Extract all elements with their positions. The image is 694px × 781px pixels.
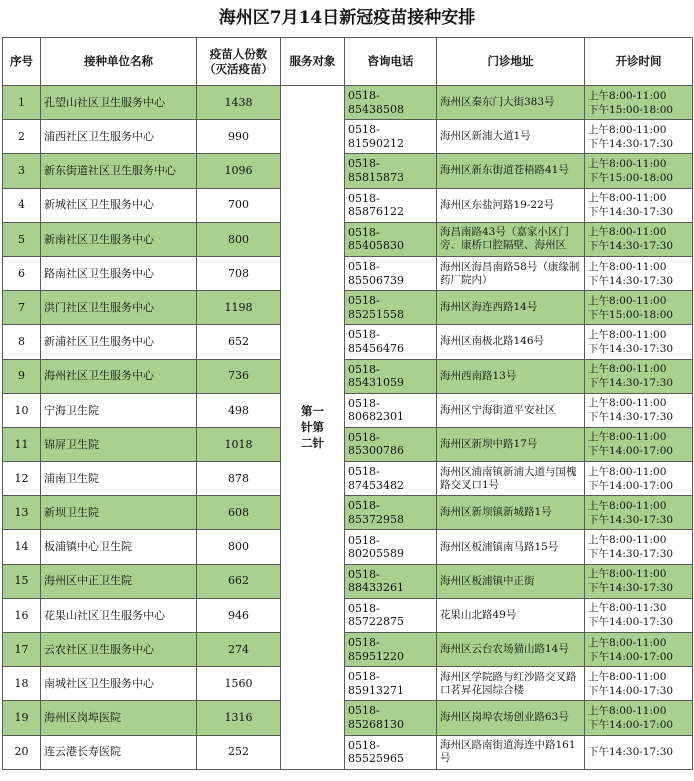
- clinic-hours: [585, 701, 693, 735]
- hours-afternoon: 下午14:30-17:30: [588, 582, 674, 595]
- phone-number: 0518-85722875: [345, 598, 437, 632]
- hours-morning: 上午8:00-11:30: [588, 602, 667, 615]
- clinic-address: 海州区海连西路14号: [437, 291, 585, 325]
- phone-number: 0518-85456476: [345, 325, 437, 359]
- unit-name: 南城社区卫生服务中心: [41, 667, 197, 701]
- dose-count: 274: [197, 633, 281, 667]
- row-number: 7: [3, 291, 41, 325]
- row-number: 2: [3, 120, 41, 154]
- clinic-hours: [585, 427, 693, 461]
- hours-afternoon: 下午14:00-17:00: [588, 445, 674, 458]
- clinic-hours: [585, 598, 693, 632]
- unit-name: 路南社区卫生服务中心: [41, 256, 197, 290]
- unit-name: 浦西社区卫生服务中心: [41, 120, 197, 154]
- page-title: 海州区7月14日新冠疫苗接种安排: [0, 0, 694, 37]
- phone-number: 0518-85300786: [345, 427, 437, 461]
- hours-afternoon: 下午14:00-17:30: [588, 616, 674, 629]
- clinic-address: 海州区新东街道苍梧路41号: [437, 154, 585, 188]
- table-row: [3, 359, 693, 393]
- phone-number: 0518-80682301: [345, 393, 437, 427]
- clinic-hours: [585, 222, 693, 256]
- header-address: 门诊地址: [437, 38, 585, 86]
- row-number: 16: [3, 598, 41, 632]
- dose-count: 700: [197, 188, 281, 222]
- unit-name: 新东街道社区卫生服务中心: [41, 154, 197, 188]
- unit-name: 海州区岗埠医院: [41, 701, 197, 735]
- hours-afternoon: 下午15:00-18:00: [588, 103, 674, 116]
- dose-count: 800: [197, 222, 281, 256]
- row-number: 11: [3, 427, 41, 461]
- header-hours: 开诊时间: [585, 38, 693, 86]
- header-service: 服务对象: [281, 38, 345, 86]
- header-doses: 疫苗人份数（灭活疫苗）: [197, 38, 281, 86]
- clinic-address: 海州西南路13号: [437, 359, 585, 393]
- table-row: [3, 154, 693, 188]
- clinic-hours: [585, 188, 693, 222]
- hours-afternoon: 下午14:30-17:30: [588, 274, 674, 287]
- header-row: [3, 38, 693, 86]
- table-row: [3, 325, 693, 359]
- clinic-address: 海州区新浦大道1号: [437, 120, 585, 154]
- clinic-address: 海州区海昌南路58号（康缘制药厂院内）: [437, 256, 585, 290]
- hours-morning: 上午8:00-11:00: [588, 294, 667, 307]
- clinic-hours: [585, 154, 693, 188]
- clinic-address: 花果山北路49号: [437, 598, 585, 632]
- clinic-address: 海州区新坝中路17号: [437, 427, 585, 461]
- table-row: [3, 86, 693, 120]
- clinic-hours: [585, 735, 693, 769]
- row-number: 13: [3, 496, 41, 530]
- phone-number: 0518-85815873: [345, 154, 437, 188]
- hours-morning: 上午8:00-11:00: [588, 192, 667, 205]
- phone-number: 0518-85913271: [345, 667, 437, 701]
- hours-afternoon: 下午14:30-17:30: [588, 240, 674, 253]
- clinic-hours: [585, 667, 693, 701]
- hours-afternoon: 下午14:30-17:30: [588, 513, 674, 526]
- dose-count: 878: [197, 462, 281, 496]
- hours-afternoon: 下午14:30-17:30: [588, 548, 674, 561]
- hours-morning: 上午8:00-11:00: [588, 465, 667, 478]
- clinic-hours: [585, 564, 693, 598]
- hours-afternoon: 下午14:30-17:30: [588, 137, 674, 150]
- row-number: 14: [3, 530, 41, 564]
- row-number: 6: [3, 256, 41, 290]
- clinic-hours: [585, 325, 693, 359]
- unit-name: 洪门社区卫生服务中心: [41, 291, 197, 325]
- clinic-hours: [585, 496, 693, 530]
- unit-name: 新浦社区卫生服务中心: [41, 325, 197, 359]
- dose-count: 652: [197, 325, 281, 359]
- clinic-address: 海州区学院路与红沙路交叉路口茗昇花园综合楼: [437, 667, 585, 701]
- dose-count: 1018: [197, 427, 281, 461]
- hours-morning: 上午8:00-11:00: [588, 260, 667, 273]
- clinic-hours: [585, 462, 693, 496]
- dose-count: 736: [197, 359, 281, 393]
- table-row: [3, 427, 693, 461]
- phone-number: 0518-87453482: [345, 462, 437, 496]
- row-number: 9: [3, 359, 41, 393]
- dose-count: 1198: [197, 291, 281, 325]
- hours-morning: 上午8:00-11:00: [588, 157, 667, 170]
- hours-afternoon: 下午14:00-17:00: [588, 718, 674, 731]
- clinic-address: 海州区路南街道海连中路161号: [437, 735, 585, 769]
- row-number: 19: [3, 701, 41, 735]
- unit-name: 锦屏卫生院: [41, 427, 197, 461]
- dose-count: 1096: [197, 154, 281, 188]
- clinic-hours: [585, 120, 693, 154]
- hours-morning: 上午8:00-11:00: [588, 636, 667, 649]
- phone-number: 0518-85438508: [345, 86, 437, 120]
- table-row: [3, 735, 693, 769]
- hours-morning: 上午8:00-11:00: [588, 431, 667, 444]
- phone-number: 0518-85525965: [345, 735, 437, 769]
- hours-afternoon: 下午14:30-17:30: [588, 411, 674, 424]
- hours-afternoon: 下午14:30-17:30: [588, 746, 674, 759]
- table-row: [3, 120, 693, 154]
- dose-count: 1438: [197, 86, 281, 120]
- phone-number: 0518-80205589: [345, 530, 437, 564]
- table-row: [3, 564, 693, 598]
- table-row: [3, 496, 693, 530]
- table-row: [3, 188, 693, 222]
- row-number: 4: [3, 188, 41, 222]
- dose-count: 1560: [197, 667, 281, 701]
- hours-morning: 上午8:00-11:00: [588, 226, 667, 239]
- table-row: [3, 256, 693, 290]
- hours-morning: 上午8:00-11:00: [588, 328, 667, 341]
- clinic-hours: [585, 393, 693, 427]
- clinic-address: 海州区新坝镇新城路1号: [437, 496, 585, 530]
- clinic-hours: [585, 256, 693, 290]
- row-number: 10: [3, 393, 41, 427]
- table-row: [3, 667, 693, 701]
- hours-morning: 上午8:00-11:00: [588, 499, 667, 512]
- unit-name: 板浦镇中心卫生院: [41, 530, 197, 564]
- row-number: 5: [3, 222, 41, 256]
- clinic-hours: [585, 291, 693, 325]
- dose-count: 990: [197, 120, 281, 154]
- phone-number: 0518-85268130: [345, 701, 437, 735]
- phone-number: 0518-85876122: [345, 188, 437, 222]
- table-row: [3, 393, 693, 427]
- clinic-address: 海州区东盐河路19-22号: [437, 188, 585, 222]
- unit-name: 新城社区卫生服务中心: [41, 188, 197, 222]
- phone-number: 0518-81590212: [345, 120, 437, 154]
- unit-name: 孔望山社区卫生服务中心: [41, 86, 197, 120]
- clinic-address: 海州区宁海街道平安社区: [437, 393, 585, 427]
- unit-name: 新南社区卫生服务中心: [41, 222, 197, 256]
- phone-number: 0518-85951220: [345, 633, 437, 667]
- unit-name: 海州社区卫生服务中心: [41, 359, 197, 393]
- dose-count: 1316: [197, 701, 281, 735]
- hours-morning: 上午8:00-11:00: [588, 89, 667, 102]
- row-number: 12: [3, 462, 41, 496]
- phone-number: 0518-85251558: [345, 291, 437, 325]
- row-number: 17: [3, 633, 41, 667]
- table-row: [3, 222, 693, 256]
- header-phone: 咨询电话: [345, 38, 437, 86]
- hours-afternoon: 下午14:00-17:00: [588, 479, 674, 492]
- hours-morning: 上午8:00-11:00: [588, 123, 667, 136]
- unit-name: 新坝卫生院: [41, 496, 197, 530]
- table-row: [3, 598, 693, 632]
- unit-name: 连云港长寿医院: [41, 735, 197, 769]
- unit-name: 花果山社区卫生服务中心: [41, 598, 197, 632]
- phone-number: 0518-85431059: [345, 359, 437, 393]
- hours-afternoon: 下午14:00-17:30: [588, 684, 674, 697]
- clinic-hours: [585, 86, 693, 120]
- unit-name: 宁海卫生院: [41, 393, 197, 427]
- table-row: [3, 530, 693, 564]
- clinic-address: 海州区板浦镇南马路15号: [437, 530, 585, 564]
- clinic-hours: [585, 530, 693, 564]
- hours-morning: 上午8:00-11:00: [588, 363, 667, 376]
- unit-name: 云农社区卫生服务中心: [41, 633, 197, 667]
- row-number: 8: [3, 325, 41, 359]
- table-row: [3, 633, 693, 667]
- dose-count: 498: [197, 393, 281, 427]
- phone-number: 0518-85405830: [345, 222, 437, 256]
- phone-number: 0518-85372958: [345, 496, 437, 530]
- dose-count: 608: [197, 496, 281, 530]
- table-row: [3, 291, 693, 325]
- unit-name: 浦南卫生院: [41, 462, 197, 496]
- clinic-hours: [585, 359, 693, 393]
- clinic-address: 海州区云台农场猫山路14号: [437, 633, 585, 667]
- phone-number: 0518-85506739: [345, 256, 437, 290]
- clinic-address: 海州区南极北路146号: [437, 325, 585, 359]
- hours-afternoon: 下午15:00-18:00: [588, 308, 674, 321]
- dose-count: 800: [197, 530, 281, 564]
- table-row: [3, 701, 693, 735]
- hours-afternoon: 下午14:30-17:30: [588, 377, 674, 390]
- hours-morning: 上午8:00-11:00: [588, 704, 667, 717]
- table-body: [3, 86, 693, 770]
- hours-morning: 上午8:00-11:00: [588, 670, 667, 683]
- header-no: 序号: [3, 38, 41, 86]
- dose-count: 946: [197, 598, 281, 632]
- unit-name: 海州区中正卫生院: [41, 564, 197, 598]
- clinic-address: 海州区浦南镇新浦大道与国槐路交叉口1号: [437, 462, 585, 496]
- clinic-address: 海州区秦东门大街383号: [437, 86, 585, 120]
- clinic-address: 海州区岗埠农场创业路63号: [437, 701, 585, 735]
- dose-count: 662: [197, 564, 281, 598]
- row-number: 15: [3, 564, 41, 598]
- clinic-hours: [585, 633, 693, 667]
- phone-number: 0518-88433261: [345, 564, 437, 598]
- dose-count: 708: [197, 256, 281, 290]
- clinic-address: 海昌南路43号（嘉家小区门旁、康桥口腔隔壁、海州区: [437, 222, 585, 256]
- row-number: 20: [3, 735, 41, 769]
- row-number: 1: [3, 86, 41, 120]
- header-unit: 接种单位名称: [41, 38, 197, 86]
- hours-afternoon: 下午15:00-18:00: [588, 171, 674, 184]
- vaccination-table: [2, 37, 693, 770]
- hours-morning: 上午8:00-11:00: [588, 568, 667, 581]
- hours-afternoon: 下午14:00-17:00: [588, 650, 674, 663]
- service-target: 第一针第二针: [281, 86, 345, 770]
- row-number: 3: [3, 154, 41, 188]
- hours-afternoon: 下午14:30-17:30: [588, 342, 674, 355]
- clinic-address: 海州区板浦镇中正街: [437, 564, 585, 598]
- hours-morning: 上午8:00-11:00: [588, 397, 667, 410]
- hours-morning: 上午8:00-11:00: [588, 534, 667, 547]
- table-row: [3, 462, 693, 496]
- hours-afternoon: 下午14:30-17:30: [588, 206, 674, 219]
- dose-count: 252: [197, 735, 281, 769]
- row-number: 18: [3, 667, 41, 701]
